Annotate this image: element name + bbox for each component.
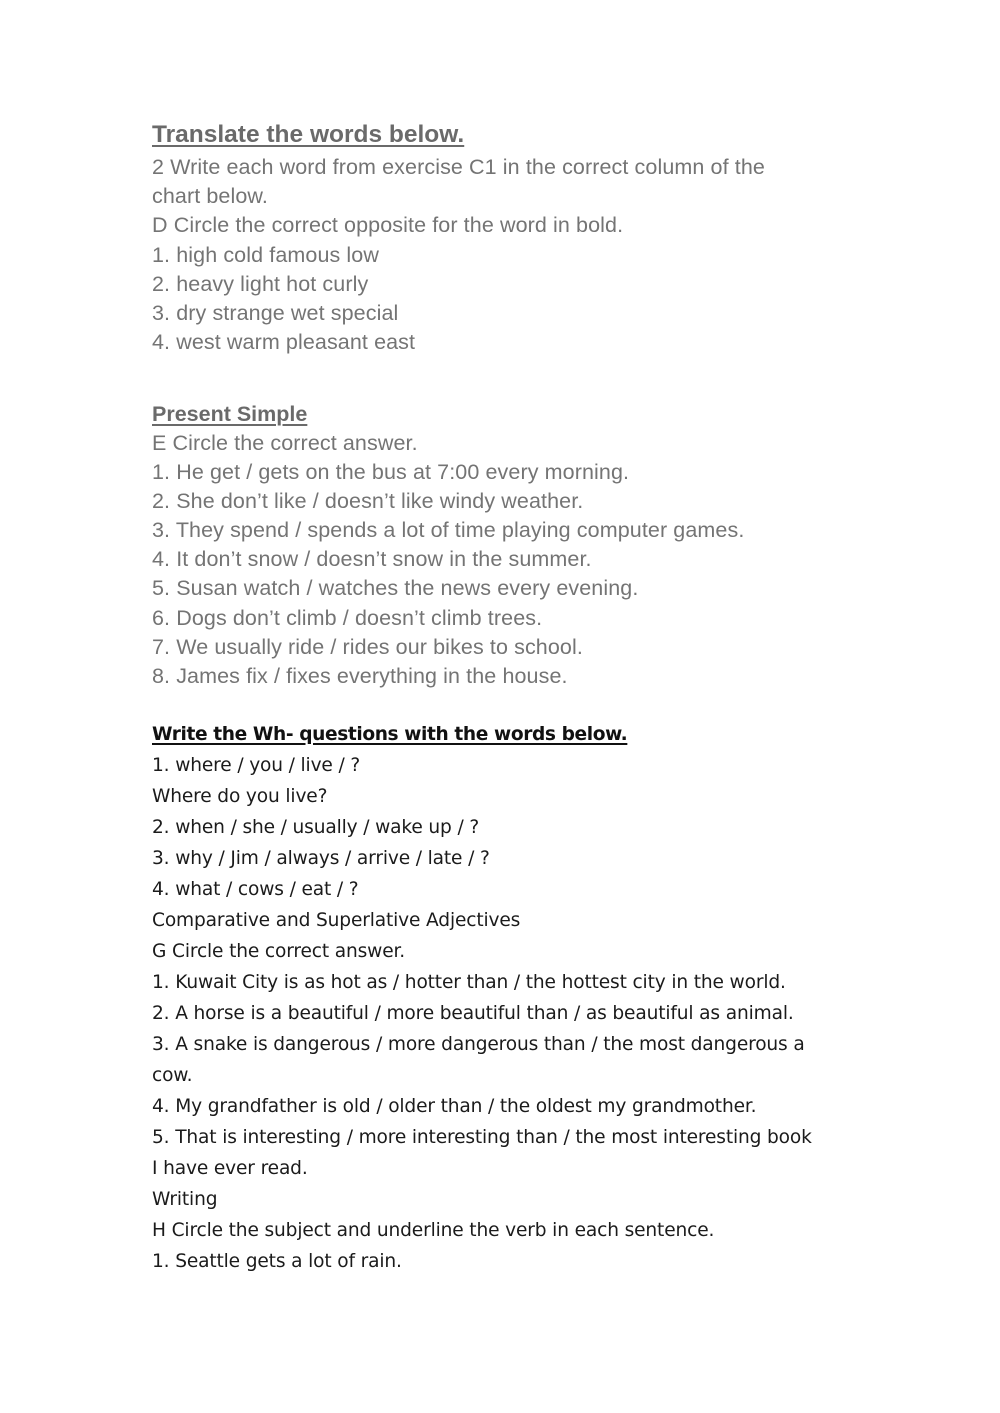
section-title-present-simple: Present Simple [152, 402, 308, 426]
exercise-item: 2. when / she / usually / wake up / ? [152, 817, 480, 838]
exercise-item: 4. It don’t snow / doesn’t snow in the summer. [152, 547, 592, 571]
instruction-line: 2 Write each word from exercise C1 in the correct column of the [152, 155, 765, 179]
exercise-item: 6. Dogs don’t climb / doesn’t climb trees. [152, 606, 543, 630]
exercise-item: 5. That is interesting / more interesting than / the most interesting book [152, 1127, 812, 1148]
exercise-item: 2. A horse is a beautiful / more beautiful than / as beautiful as animal. [152, 1003, 794, 1024]
subsection-title-writing: Writing [152, 1189, 218, 1210]
section-title-wh-questions: Write the Wh- questions with the words below. [152, 724, 628, 745]
exercise-item: 8. James fix / fixes everything in the house. [152, 664, 568, 688]
exercise-item: 2. heavy light hot curly [152, 272, 369, 296]
instruction-line: G Circle the correct answer. [152, 941, 406, 962]
instruction-line: H Circle the subject and underline the verb in each sentence. [152, 1220, 715, 1241]
exercise-item: 1. Kuwait City is as hot as / hotter than / the hottest city in the world. [152, 972, 786, 993]
exercise-item: 5. Susan watch / watches the news every evening. [152, 576, 639, 600]
exercise-item: 7. We usually ride / rides our bikes to school. [152, 635, 583, 659]
exercise-item: 3. dry strange wet special [152, 301, 399, 325]
section-title-translate: Translate the words below. [152, 121, 465, 148]
exercise-item-continued: cow. [152, 1065, 193, 1086]
exercise-item: 3. why / Jim / always / arrive / late / ? [152, 848, 490, 869]
exercise-item: 1. high cold famous low [152, 243, 379, 267]
instruction-line: D Circle the correct opposite for the word in bold. [152, 213, 624, 237]
exercise-item: 1. where / you / live / ? [152, 755, 361, 776]
subsection-title-adjectives: Comparative and Superlative Adjectives [152, 910, 521, 931]
exercise-item: 3. A snake is dangerous / more dangerous than / the most dangerous a [152, 1034, 805, 1055]
exercise-item: 4. My grandfather is old / older than / the oldest my grandmother. [152, 1096, 757, 1117]
exercise-item: 3. They spend / spends a lot of time playing computer games. [152, 518, 745, 542]
exercise-item: 4. what / cows / eat / ? [152, 879, 359, 900]
exercise-item: 1. Seattle gets a lot of rain. [152, 1251, 402, 1272]
instruction-line: chart below. [152, 184, 268, 208]
exercise-item-continued: I have ever read. [152, 1158, 308, 1179]
exercise-item: 1. He get / gets on the bus at 7:00 every morning. [152, 460, 630, 484]
exercise-item: 2. She don’t like / doesn’t like windy weather. [152, 489, 584, 513]
example-answer: Where do you live? [152, 786, 328, 807]
exercise-item: 4. west warm pleasant east [152, 330, 416, 354]
instruction-line: E Circle the correct answer. [152, 431, 418, 455]
